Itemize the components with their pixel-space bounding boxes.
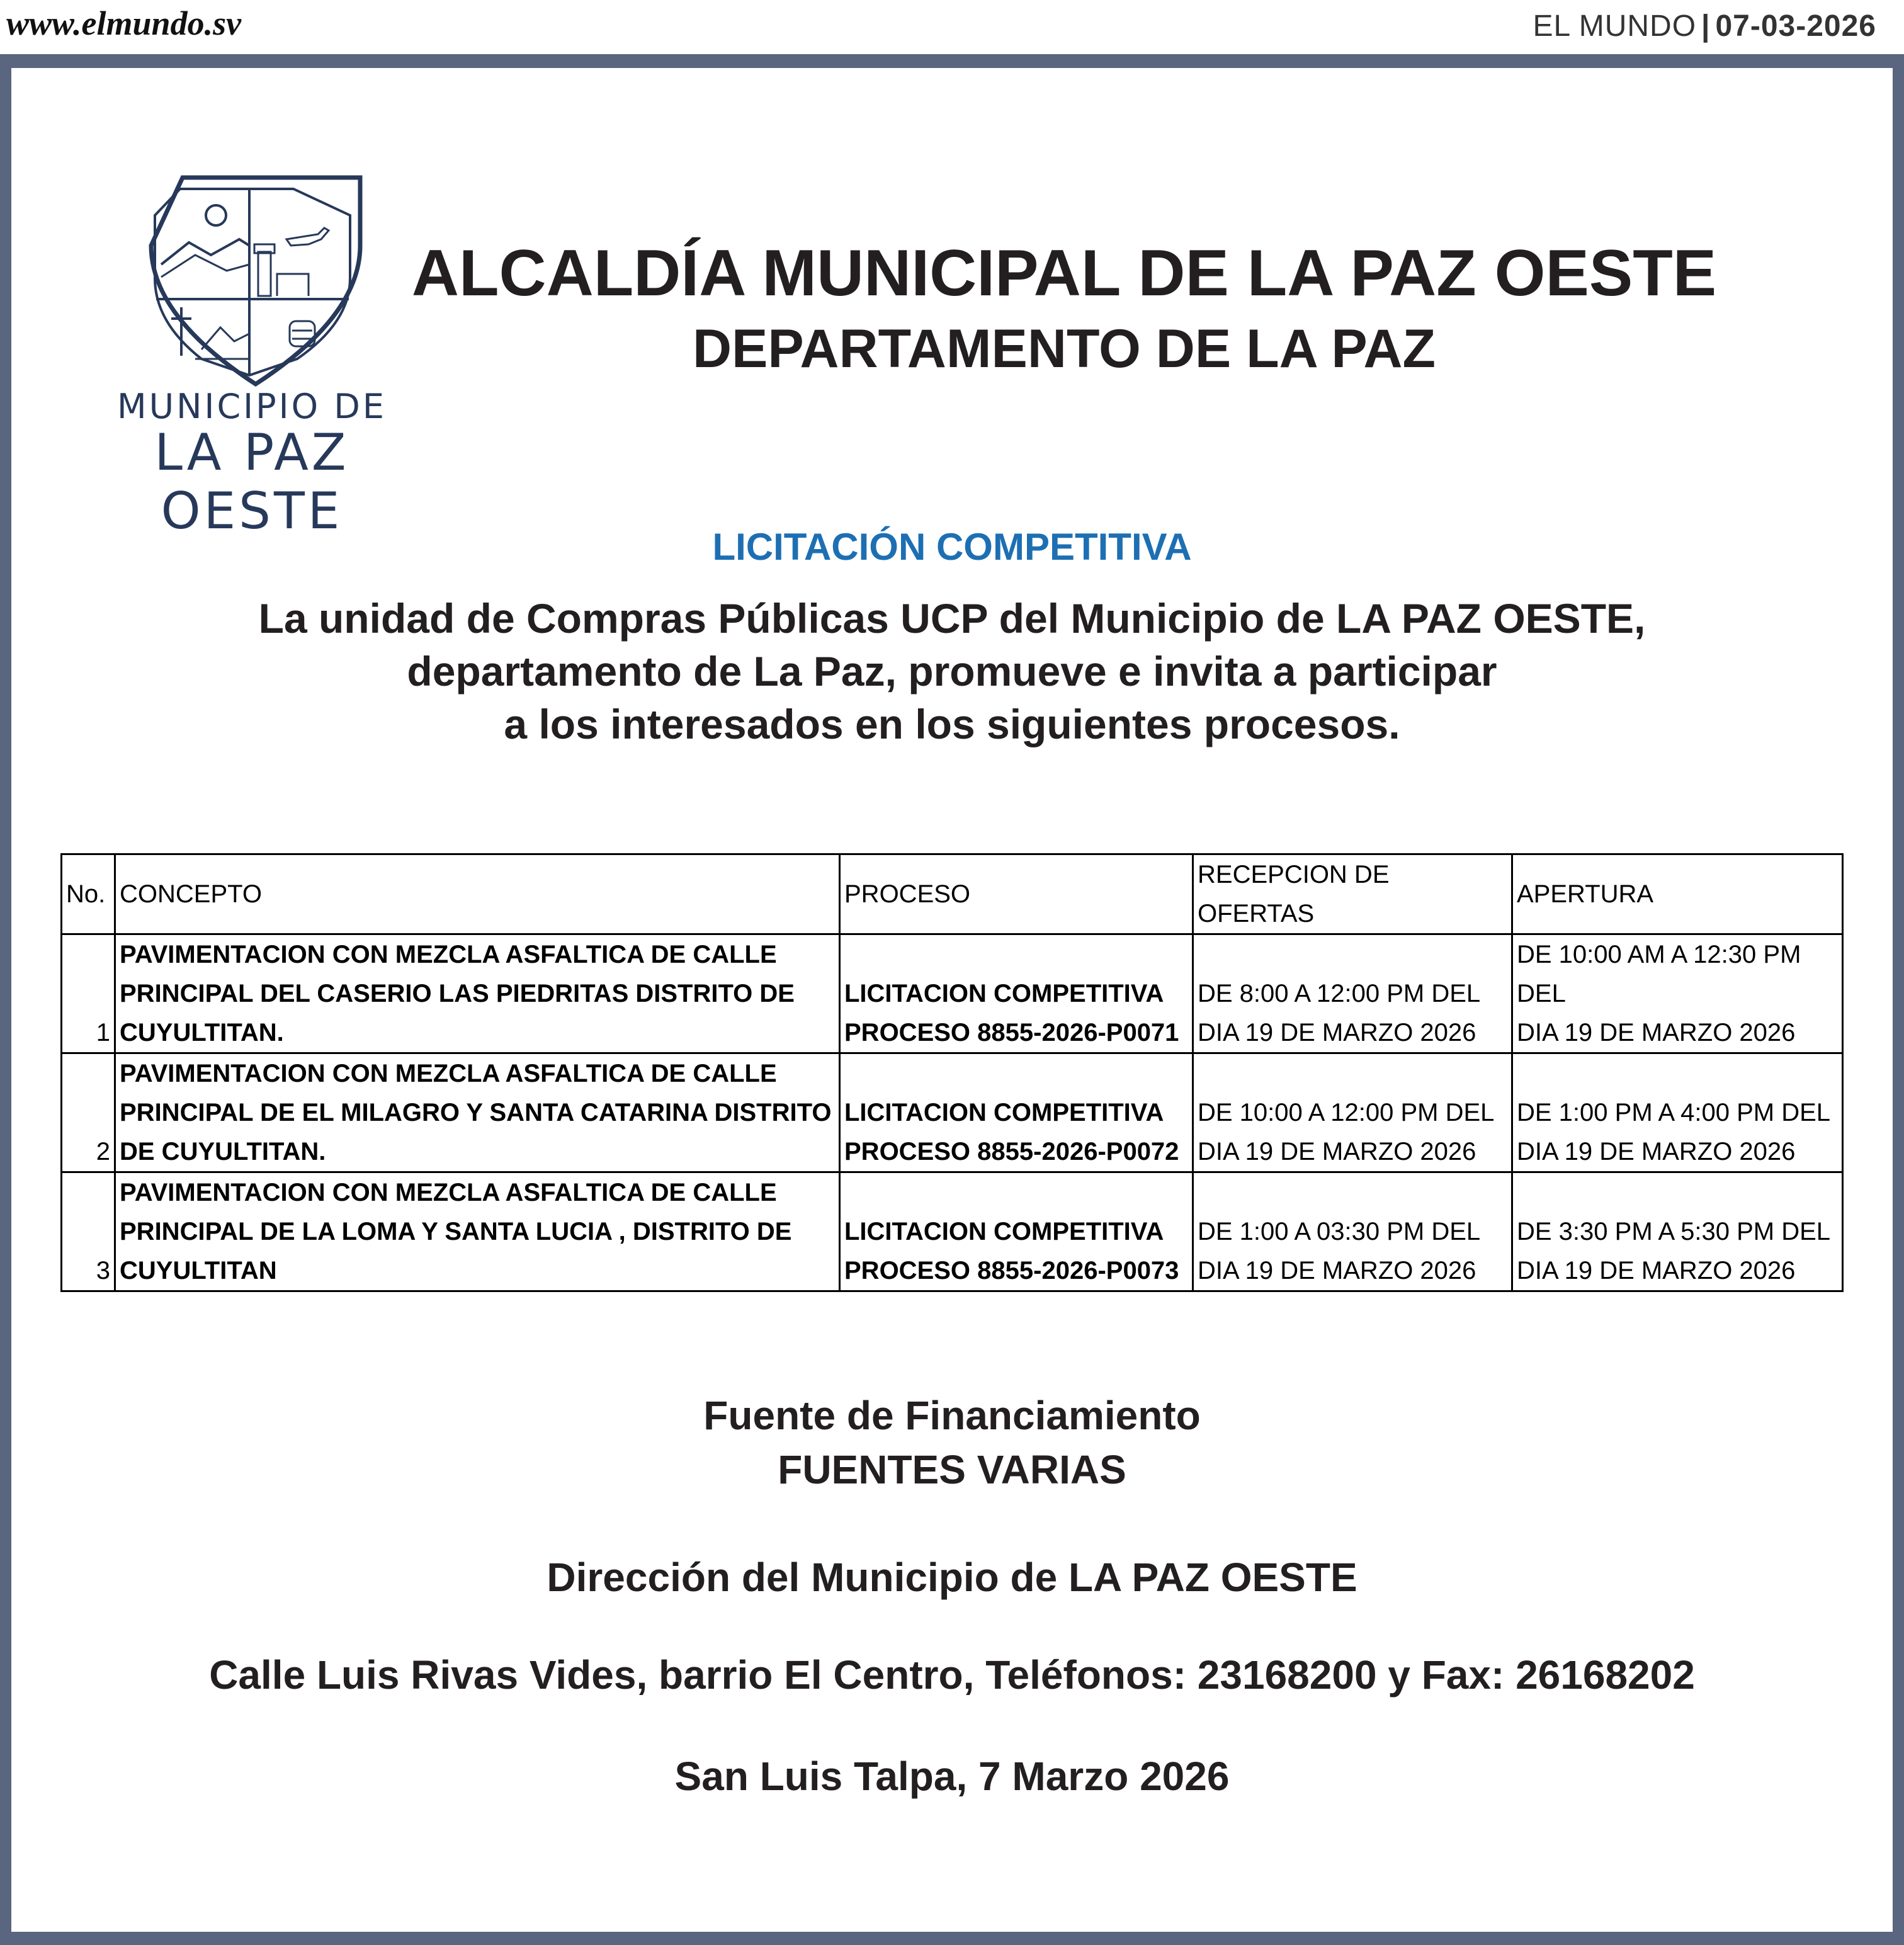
concepto-line: DE CUYULTITAN. [120, 1138, 326, 1165]
proceso-line: PROCESO 8855-2026-P0072 [844, 1138, 1179, 1165]
direction-label: Dirección del Municipio de LA PAZ OESTE [547, 1555, 1357, 1600]
address-line: Calle Luis Rivas Vides, barrio El Centro, Teléfonos: 23168200 y Fax: 26168202 [209, 1652, 1695, 1698]
funding-value: FUENTES VARIAS [778, 1447, 1126, 1492]
row-apertura [1512, 934, 1843, 1053]
row-recepcion [1193, 934, 1512, 1053]
concepto-line: CUYULTITAN [120, 1257, 277, 1284]
recepcion-line: DE 8:00 A 12:00 PM DEL [1198, 980, 1481, 1007]
row-proceso [840, 1172, 1193, 1291]
row-apertura [1512, 1053, 1843, 1172]
header-recepcion: RECEPCION DE OFERTAS [1193, 854, 1512, 934]
concepto-line: PAVIMENTACION CON MEZCLA ASFALTICA DE CALLE [120, 941, 777, 968]
place-date: San Luis Talpa, 7 Marzo 2026 [674, 1754, 1230, 1799]
funding-block [0, 1388, 1904, 1497]
row-concepto [115, 934, 840, 1053]
apertura-line: DE 3:30 PM A 5:30 PM DEL [1517, 1218, 1831, 1245]
page-subtitle: DEPARTAMENTO DE LA PAZ [692, 319, 1436, 379]
paper-name: EL MUNDO [1533, 9, 1697, 43]
header-no: No. [62, 854, 115, 934]
proceso-line: LICITACION COMPETITIVA [844, 1099, 1164, 1126]
proceso-line: LICITACION COMPETITIVA [844, 980, 1164, 1007]
apertura-line: DIA 19 DE MARZO 2026 [1517, 1257, 1796, 1284]
recepcion-line: DIA 19 DE MARZO 2026 [1198, 1019, 1476, 1046]
concepto-line: CUYULTITAN. [120, 1019, 284, 1046]
apertura-line: DIA 19 DE MARZO 2026 [1517, 1138, 1796, 1165]
row-concepto [115, 1053, 840, 1172]
intro-line: departamento de La Paz, promueve e invita a participar [407, 648, 1497, 695]
concepto-line: PRINCIPAL DE LA LOMA Y SANTA LUCIA , DISTRITO DE [120, 1218, 792, 1245]
row-proceso [840, 934, 1193, 1053]
concepto-line: PRINCIPAL DEL CASERIO LAS PIEDRITAS DISTRITO DE [120, 980, 795, 1007]
apertura-line: DE 10:00 AM A 12:30 PM DEL [1517, 941, 1801, 1007]
apertura-line: DE 1:00 PM A 4:00 PM DEL [1517, 1099, 1831, 1126]
header-proceso: PROCESO [840, 854, 1193, 934]
apertura-line: DIA 19 DE MARZO 2026 [1517, 1019, 1796, 1046]
concepto-line: PAVIMENTACION CON MEZCLA ASFALTICA DE CALLE [120, 1060, 777, 1087]
table-row [62, 934, 1843, 1053]
process-table [60, 853, 1844, 1292]
issue-date: 07-03-2026 [1715, 9, 1876, 43]
row-number: 3 [62, 1172, 115, 1291]
intro-line: a los interesados en los siguientes procesos. [504, 701, 1400, 747]
header-concepto: CONCEPTO [115, 854, 840, 934]
row-apertura [1512, 1172, 1843, 1291]
site-url[interactable]: www.elmundo.sv [6, 4, 242, 42]
proceso-line: PROCESO 8855-2026-P0073 [844, 1257, 1179, 1284]
concepto-line: PAVIMENTACION CON MEZCLA ASFALTICA DE CALLE [120, 1179, 777, 1206]
logo-text-la-paz-oeste: LA PAZ OESTE [154, 423, 349, 540]
proceso-line: LICITACION COMPETITIVA [844, 1218, 1164, 1245]
row-concepto [115, 1172, 840, 1291]
row-recepcion [1193, 1053, 1512, 1172]
table-header-row [62, 854, 1843, 934]
row-proceso [840, 1053, 1193, 1172]
issue-info: EL MUNDO | 07-03-2026 [1533, 9, 1876, 43]
table-row [62, 1053, 1843, 1172]
row-number: 2 [62, 1053, 115, 1172]
recepcion-line: DIA 19 DE MARZO 2026 [1198, 1257, 1476, 1284]
recepcion-line: DE 10:00 A 12:00 PM DEL [1198, 1099, 1495, 1126]
funding-label: Fuente de Financiamiento [703, 1393, 1201, 1438]
row-recepcion [1193, 1172, 1512, 1291]
proceso-line: PROCESO 8855-2026-P0071 [844, 1019, 1179, 1046]
notice-type: LICITACIÓN COMPETITIVA [712, 526, 1192, 568]
intro-line: La unidad de Compras Públicas UCP del Municipio de LA PAZ OESTE, [258, 595, 1646, 642]
row-number: 1 [62, 934, 115, 1053]
concepto-line: PRINCIPAL DE EL MILAGRO Y SANTA CATARINA DISTRITO [120, 1099, 832, 1126]
recepcion-line: DIA 19 DE MARZO 2026 [1198, 1138, 1476, 1165]
logo-text-municipio: MUNICIPIO DE [117, 387, 387, 426]
table-row [62, 1172, 1843, 1291]
recepcion-line: DE 1:00 A 03:30 PM DEL [1198, 1218, 1481, 1245]
page-title: ALCALDÍA MUNICIPAL DE LA PAZ OESTE [411, 237, 1717, 310]
header-apertura: APERTURA [1512, 854, 1843, 934]
notice-intro [0, 592, 1904, 751]
